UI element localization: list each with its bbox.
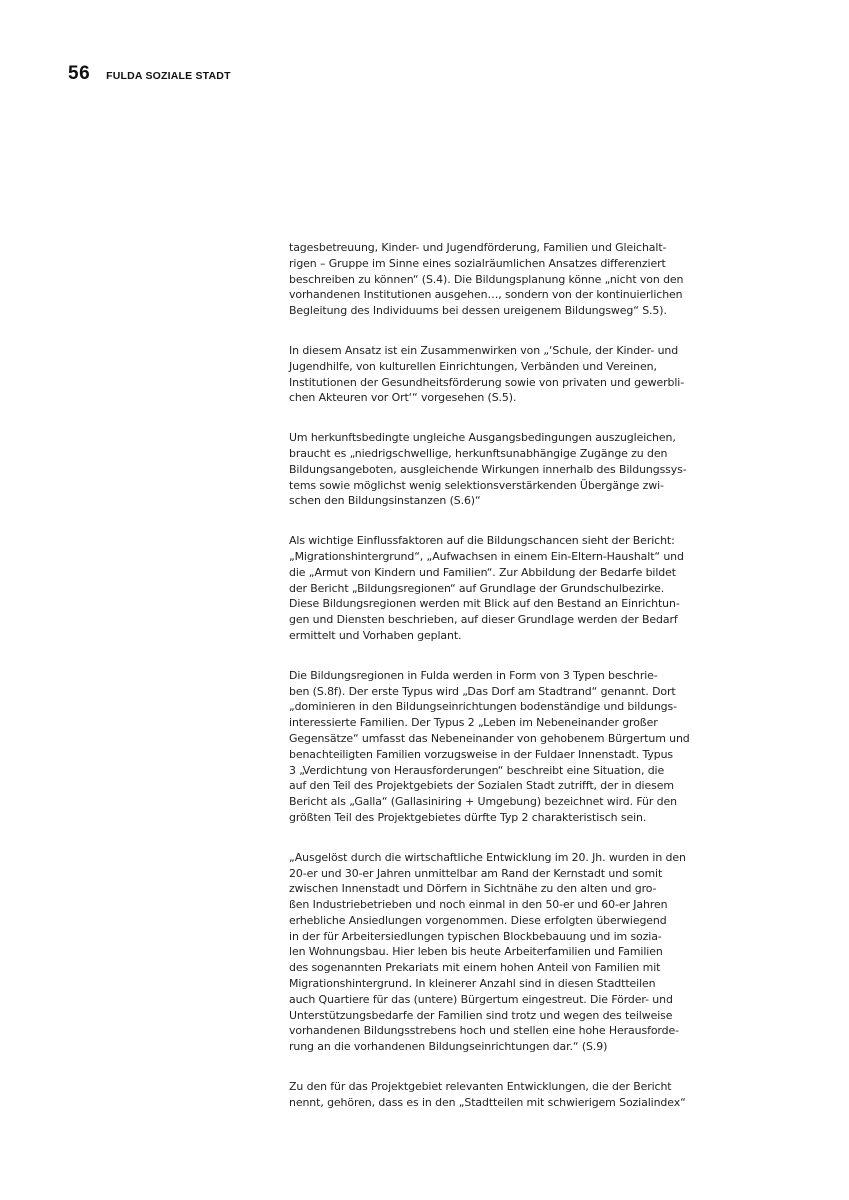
paragraph	[289, 850, 713, 1055]
text-line: schen den Bildungsinstanzen (S.6)“	[289, 494, 481, 508]
text-line: 3 „Verdichtung von Herausforderungen“ beschreibt eine Situation, die	[289, 763, 665, 777]
text-line: ben (S.8f). Der erste Typus wird „Das Dorf am Stadtrand“ genannt. Dort	[289, 684, 676, 698]
text-line: auch Quartiere für das (untere) Bürgertum eingestreut. Die Förder- und	[289, 992, 673, 1006]
text-line: rung an die vorhandenen Bildungseinrichtungen dar.“ (S.9)	[289, 1040, 608, 1054]
text-line: chen Akteuren vor Ort‘“ vorgesehen (S.5).	[289, 391, 517, 405]
text-line: des sogenannten Prekariats mit einem hohen Anteil von Familien mit	[289, 961, 661, 975]
text-line: gen und Diensten beschrieben, auf dieser Grundlage werden der Bedarf	[289, 613, 678, 627]
text-line: der Bericht „Bildungsregionen“ auf Grundlage der Grundschulbezirke.	[289, 581, 665, 595]
text-line: In diesem Ansatz ist ein Zusammenwirken von „‘Schule, der Kinder- und	[289, 343, 679, 357]
text-line: beschreiben zu können“ (S.4). Die Bildungsplanung könne „nicht von den	[289, 272, 684, 286]
text-line: vorhandenen Institutionen ausgehen…, sondern von der kontinuierlichen	[289, 288, 683, 302]
text-line: „Ausgelöst durch die wirtschaftliche Entwicklung im 20. Jh. wurden in den	[289, 850, 686, 864]
text-line: ermittelt und Vorhaben geplant.	[289, 628, 462, 642]
text-line: Um herkunftsbedingte ungleiche Ausgangsbedingungen auszugleichen,	[289, 431, 676, 445]
page-number: 56	[68, 63, 91, 84]
text-line: Die Bildungsregionen in Fulda werden in Form von 3 Typen beschrie-	[289, 668, 658, 682]
text-line: Zu den für das Projektgebiet relevanten Entwicklungen, die der Bericht	[289, 1080, 672, 1094]
paragraph	[289, 430, 713, 509]
text-line: größten Teil des Projektgebietes dürfte Typ 2 charakteristisch sein.	[289, 810, 647, 824]
text-line: braucht es „niedrigschwellige, herkunftsunabhängige Zugänge zu den	[289, 446, 668, 460]
text-line: Migrationshintergrund. In kleinerer Anzahl sind in diesen Stadtteilen	[289, 977, 656, 991]
text-line: „dominieren in den Bildungseinrichtungen bodenständige und bildungs-	[289, 700, 677, 714]
text-line: Bildungsangeboten, ausgleichende Wirkungen innerhalb des Bildungssys-	[289, 462, 687, 476]
text-line: tems sowie möglichst wenig selektionsverstärkenden Übergänge zwi-	[289, 478, 664, 492]
text-line: ßen Industriebetrieben und noch einmal in den 50-er und 60-er Jahren	[289, 898, 668, 912]
paragraph	[289, 240, 713, 319]
text-line: Jugendhilfe, von kulturellen Einrichtungen, Verbänden und Vereinen,	[289, 359, 657, 373]
text-line: „Migrationshintergrund“, „Aufwachsen in einem Ein-Eltern-Haushalt“ und	[289, 549, 684, 563]
text-line: auf den Teil des Projektgebiets der Sozialen Stadt zutrifft, der in diesem	[289, 779, 674, 793]
text-line: rigen – Gruppe im Sinne eines sozialräumlichen Ansatzes differenziert	[289, 256, 666, 270]
body-text	[289, 240, 713, 1135]
text-line: interessierte Familien. Der Typus 2 „Leben im Nebeneinander großer	[289, 716, 658, 730]
paragraph	[289, 343, 713, 406]
text-line: Diese Bildungsregionen werden mit Blick auf den Bestand an Einrichtun-	[289, 597, 680, 611]
page-header	[68, 63, 231, 87]
text-line: in der für Arbeitersiedlungen typischen Blockbebauung und im sozia-	[289, 929, 662, 943]
running-title: FULDA SOZIALE STADT	[106, 70, 231, 82]
paragraph	[289, 668, 713, 826]
paragraph	[289, 1079, 713, 1111]
text-line: Gegensätze“ umfasst das Nebeneinander von gehobenem Bürgertum und	[289, 731, 690, 745]
text-line: nennt, gehören, dass es in den „Stadtteilen mit schwierigem Sozialindex“	[289, 1095, 686, 1109]
text-line: Als wichtige Einflussfaktoren auf die Bildungschancen sieht der Bericht:	[289, 534, 675, 548]
paragraph	[289, 533, 713, 644]
text-line: vorhandenen Bildungsstrebens hoch und stellen eine hohe Herausforde-	[289, 1024, 679, 1038]
text-line: benachteiligten Familien vorzugsweise in der Fuldaer Innenstadt. Typus	[289, 747, 673, 761]
text-line: erhebliche Ansiedlungen vorgenommen. Diese erfolgten überwiegend	[289, 913, 667, 927]
text-line: Institutionen der Gesundheitsförderung sowie von privaten und gewerbli-	[289, 375, 685, 389]
text-line: Unterstützungsbedarfe der Familien sind trotz und wegen des teilweise	[289, 1008, 673, 1022]
text-line: zwischen Innenstadt und Dörfern in Sichtnähe zu den alten und gro-	[289, 882, 657, 896]
text-line: len Wohnungsbau. Hier leben bis heute Arbeiterfamilien und Familien	[289, 945, 663, 959]
text-line: die „Armut von Kindern und Familien“. Zur Abbildung der Bedarfe bildet	[289, 565, 676, 579]
text-line: Bericht als „Galla“ (Gallasiniring + Umgebung) bezeichnet wird. Für den	[289, 795, 677, 809]
text-line: tagesbetreuung, Kinder- und Jugendförderung, Familien und Gleichalt-	[289, 241, 667, 254]
text-line: 20-er und 30-er Jahren unmittelbar am Rand der Kernstadt und somit	[289, 866, 663, 880]
text-line: Begleitung des Individuums bei dessen ureigenem Bildungsweg“ S.5).	[289, 304, 667, 318]
